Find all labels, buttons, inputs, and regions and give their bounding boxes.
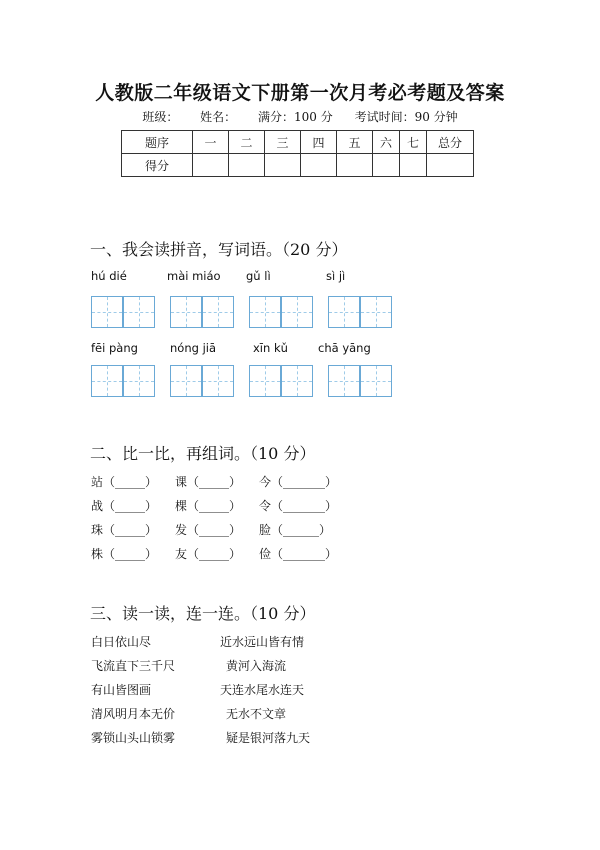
- section-1-title: 一、我会读拼音，写词语。（20 分）: [90, 240, 348, 259]
- score-cell[interactable]: [229, 154, 265, 177]
- pinyin-label: gǔ lì: [246, 269, 271, 283]
- full-score-label: 满分：100 分: [258, 110, 333, 124]
- section-2-title: 二、比一比，再组词。（10 分）: [90, 444, 316, 463]
- pinyin-label: chā yāng: [318, 341, 371, 355]
- score-table-score-row: [122, 154, 474, 177]
- compare-word-item[interactable]: 株（_____）: [91, 547, 158, 561]
- compare-word-item[interactable]: 站（_____）: [91, 475, 158, 489]
- pinyin-label: hú dié: [91, 269, 127, 283]
- poem-line-left[interactable]: 飞流直下三千尺: [91, 659, 176, 673]
- poem-line-left[interactable]: 雾锁山头山锁雾: [91, 731, 176, 745]
- score-cell[interactable]: [193, 154, 229, 177]
- compare-word-item[interactable]: 脸（______）: [259, 523, 332, 537]
- name-field-label: 姓名：: [200, 110, 237, 124]
- writing-grid-box[interactable]: [328, 296, 360, 328]
- score-header-cell: 二: [229, 131, 265, 154]
- exam-time-label: 考试时间：90 分钟: [354, 110, 458, 124]
- score-header-cell: 四: [301, 131, 337, 154]
- pinyin-label: mài miáo: [167, 269, 221, 283]
- poem-line-right[interactable]: 无水不文章: [226, 707, 287, 721]
- page-title: 人教版二年级语文下册第一次月考必考题及答案: [95, 82, 505, 104]
- score-cell[interactable]: [337, 154, 373, 177]
- writing-grid-box[interactable]: [170, 296, 202, 328]
- score-header-cell: 七: [400, 131, 427, 154]
- writing-grid-box[interactable]: [360, 296, 392, 328]
- score-header-cell: 一: [193, 131, 229, 154]
- writing-grid-box[interactable]: [123, 296, 155, 328]
- pinyin-label: xīn kǔ: [253, 341, 288, 355]
- compare-word-item[interactable]: 棵（_____）: [175, 499, 242, 513]
- section-3-title: 三、读一读，连一连。（10 分）: [90, 604, 316, 623]
- writing-grid-box[interactable]: [202, 296, 234, 328]
- writing-grid-box[interactable]: [123, 365, 155, 397]
- poem-line-right[interactable]: 黄河入海流: [226, 659, 287, 673]
- writing-grid-box[interactable]: [170, 365, 202, 397]
- poem-line-right[interactable]: 近水远山皆有情: [220, 635, 305, 649]
- writing-grid-box[interactable]: [249, 296, 281, 328]
- compare-word-item[interactable]: 战（_____）: [91, 499, 158, 513]
- score-cell[interactable]: [400, 154, 427, 177]
- poem-line-left[interactable]: 白日依山尽: [91, 635, 152, 649]
- score-table: [121, 130, 474, 177]
- writing-grid-box[interactable]: [91, 365, 123, 397]
- writing-grid-box[interactable]: [360, 365, 392, 397]
- writing-grid-box[interactable]: [281, 296, 313, 328]
- class-field-label: 班级：: [142, 110, 179, 124]
- writing-grid-box[interactable]: [202, 365, 234, 397]
- compare-word-item[interactable]: 令（_______）: [259, 499, 338, 513]
- exam-info: [0, 108, 600, 125]
- score-cell[interactable]: [373, 154, 400, 177]
- writing-grid-box[interactable]: [328, 365, 360, 397]
- compare-word-item[interactable]: 珠（_____）: [91, 523, 158, 537]
- score-cell[interactable]: [427, 154, 474, 177]
- poem-line-left[interactable]: 有山皆图画: [91, 683, 152, 697]
- writing-grid-box[interactable]: [91, 296, 123, 328]
- pinyin-label: fēi pàng: [91, 341, 138, 355]
- compare-word-item[interactable]: 发（_____）: [175, 523, 242, 537]
- pinyin-label: nóng jiā: [170, 341, 217, 355]
- poem-line-right[interactable]: 天连水尾水连天: [220, 683, 305, 697]
- score-header-cell: 五: [337, 131, 373, 154]
- compare-word-item[interactable]: 友（_____）: [175, 547, 242, 561]
- score-header-cell: 题序: [122, 131, 193, 154]
- compare-word-item[interactable]: 俭（_______）: [259, 547, 338, 561]
- score-table-header-row: [122, 131, 474, 154]
- score-header-cell: 六: [373, 131, 400, 154]
- score-cell[interactable]: [301, 154, 337, 177]
- writing-grid-box[interactable]: [249, 365, 281, 397]
- writing-grid-box[interactable]: [281, 365, 313, 397]
- score-cell[interactable]: [265, 154, 301, 177]
- compare-word-item[interactable]: 课（_____）: [175, 475, 242, 489]
- poem-line-right[interactable]: 疑是银河落九天: [226, 731, 311, 745]
- pinyin-label: sì jì: [326, 269, 346, 283]
- poem-line-left[interactable]: 清风明月本无价: [91, 707, 176, 721]
- score-header-cell: 三: [265, 131, 301, 154]
- compare-word-item[interactable]: 今（_______）: [259, 475, 338, 489]
- score-header-cell: 总分: [427, 131, 474, 154]
- score-row-label: 得分: [122, 154, 193, 177]
